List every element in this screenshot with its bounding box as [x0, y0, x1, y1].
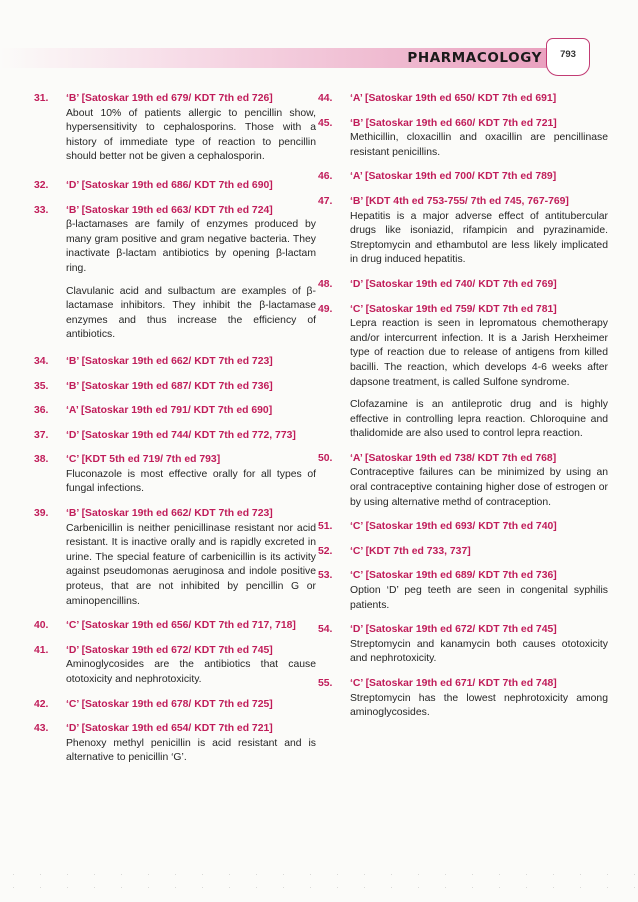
question-number: 52. — [318, 545, 333, 557]
answer-explanation: Phenoxy methyl penicillin is acid resistant and is alternative to penicillin ‘G’. — [66, 737, 316, 764]
question-number: 50. — [318, 452, 333, 464]
answer-reference: ‘C’ [KDT 5th ed 719/ 7th ed 793] — [66, 454, 221, 466]
answer-reference: ‘B’ [Satoskar 19th ed 663/ KDT 7th ed 724] — [66, 204, 273, 216]
answer-explanation: Option ‘D’ peg teeth are seen in congenital syphilis patients. — [350, 585, 608, 611]
answer-body — [66, 619, 316, 634]
answer-body — [350, 92, 608, 107]
page-number: 793 — [560, 49, 576, 60]
answer-explanation: Streptomycin and kanamycin both causes ototoxicity and nephrotoxicity. — [350, 638, 608, 665]
answer-item — [34, 722, 316, 766]
question-number: 45. — [318, 117, 333, 129]
answer-reference: ‘B’ [Satoskar 19th ed 662/ KDT 7th ed 723] — [66, 508, 273, 520]
answer-reference: ‘C’ [Satoskar 19th ed 689/ KDT 7th ed 736] — [350, 570, 557, 582]
answer-item — [34, 453, 316, 497]
question-number: 55. — [318, 678, 333, 689]
answer-body — [66, 92, 316, 165]
question-number: 51. — [318, 521, 333, 533]
answer-item — [318, 170, 608, 185]
question-number: 41. — [34, 644, 49, 656]
answer-reference: ‘B’ [Satoskar 19th ed 679/ KDT 7th ed 726] — [66, 93, 273, 104]
answer-body — [66, 722, 316, 766]
answer-explanation: Clavulanic acid and sulbactum are examples of β-lactamase inhibitors. They inhibit the β-lactamase enzymes and thus increase the efficiency of antibiotics. — [66, 285, 316, 341]
question-number: 33. — [34, 204, 49, 216]
answer-item — [318, 569, 608, 613]
answer-reference: ‘C’ [Satoskar 19th ed 671/ KDT 7th ed 748] — [350, 678, 557, 689]
answer-item — [318, 117, 608, 161]
answer-reference: ‘B’ [KDT 4th ed 753-755/ 7th ed 745, 767-769] — [350, 195, 569, 207]
answer-reference: ‘C’ [Satoskar 19th ed 693/ KDT 7th ed 740] — [350, 521, 557, 533]
question-number: 31. — [34, 93, 49, 104]
answer-reference: ‘C’ [Satoskar 19th ed 656/ KDT 7th ed 717, 718] — [66, 620, 296, 632]
answer-body — [66, 404, 316, 419]
question-number: 42. — [34, 698, 49, 710]
answer-item — [34, 507, 316, 609]
answer-reference: ‘D’ [Satoskar 19th ed 672/ KDT 7th ed 745] — [350, 624, 557, 636]
answer-explanation: Hepatitis is a major adverse effect of antitubercular drugs like isoniazid, rifampicin and pyrazinamide. Streptomycin and ethambutol are less likely implicated in drug induced hepatitis. — [350, 210, 608, 266]
answer-item — [318, 520, 608, 535]
answer-body — [66, 644, 316, 688]
answer-item — [34, 404, 316, 419]
answer-body — [350, 117, 608, 161]
question-number: 35. — [34, 380, 49, 392]
answer-item — [34, 179, 316, 194]
question-number: 38. — [34, 454, 49, 466]
answer-body — [350, 623, 608, 667]
question-number: 34. — [34, 355, 49, 367]
question-number: 47. — [318, 195, 333, 207]
answer-reference: ‘B’ [Satoskar 19th ed 660/ KDT 7th ed 721] — [350, 117, 557, 129]
answer-explanation: Fluconazole is most effective orally for all types of fungal infections. — [66, 468, 316, 495]
answer-body — [66, 204, 316, 343]
question-number: 37. — [34, 429, 49, 441]
answer-item — [34, 355, 316, 370]
answer-item — [318, 195, 608, 268]
answer-item — [34, 619, 316, 634]
answer-item — [318, 278, 608, 293]
right-answer-column — [318, 92, 608, 731]
answer-explanation: Aminoglycosides are the antibiotics that cause ototoxicity and nephrotoxicity. — [66, 659, 316, 685]
question-number: 36. — [34, 405, 49, 417]
question-number: 54. — [318, 624, 333, 636]
answer-explanation: β-lactamases are family of enzymes produced by many gram positive and gram negative bacteria. They inactivate β-lactam antibiotics by opening β-lactam ring. — [66, 219, 316, 274]
answer-reference: ‘A’ [Satoskar 19th ed 650/ KDT 7th ed 691] — [350, 93, 557, 104]
answer-body — [350, 520, 608, 535]
answer-item — [34, 429, 316, 444]
answer-explanation: Clofazamine is an antileprotic drug and is highly effective in controlling lepra reaction. Chloroquine and thalidomide are also used to control lepra reaction. — [350, 399, 608, 440]
question-number: 48. — [318, 278, 333, 290]
answer-explanation: Carbenicillin is neither penicillinase resistant nor acid resistant. It is inactive orally and is rapidly excreted in urine. The special feature of carbenicillin is its activity against pseudomonas aeruginosa and indole positive proteus, that are not inhibited by pencillin G or aminopencillins. — [66, 522, 316, 607]
answer-item — [34, 92, 316, 165]
answer-body — [350, 452, 608, 510]
answer-item — [318, 452, 608, 510]
question-number: 44. — [318, 93, 333, 104]
answer-item — [34, 380, 316, 395]
answer-explanation: Contraceptive failures can be minimized by using an oral contraceptive containing higher dose of estrogen or by using alternative methd of contraception. — [350, 467, 608, 508]
answer-item — [318, 92, 608, 107]
answer-explanation: About 10% of patients allergic to pencillin show, hypersensitivity to cephalosporins. Those with a history of immediate type of reaction to pencillin should better not be given a cephalosporin. — [66, 107, 316, 163]
answer-body — [350, 170, 608, 185]
answer-reference: ‘A’ [Satoskar 19th ed 700/ KDT 7th ed 789] — [350, 171, 557, 183]
answer-body — [350, 195, 608, 268]
answer-reference: ‘A’ [Satoskar 19th ed 738/ KDT 7th ed 768] — [350, 452, 557, 464]
answer-reference: ‘A’ [Satoskar 19th ed 791/ KDT 7th ed 690] — [66, 405, 273, 417]
question-number: 53. — [318, 570, 333, 582]
question-number: 43. — [34, 723, 49, 735]
question-number: 40. — [34, 620, 49, 632]
answer-body — [350, 278, 608, 293]
answer-body — [66, 355, 316, 370]
question-number: 46. — [318, 171, 333, 183]
question-number: 32. — [34, 179, 49, 191]
answer-body — [66, 453, 316, 497]
answer-body — [66, 179, 316, 194]
answer-item — [318, 623, 608, 667]
answer-item — [318, 545, 608, 560]
answer-reference: ‘D’ [Satoskar 19th ed 672/ KDT 7th ed 745] — [66, 644, 273, 656]
scan-noise — [0, 868, 638, 898]
answer-reference: ‘C’ [KDT 7th ed 733, 737] — [350, 545, 471, 557]
answer-reference: ‘B’ [Satoskar 19th ed 687/ KDT 7th ed 736] — [66, 380, 273, 392]
answer-body — [66, 698, 316, 713]
answer-body — [350, 677, 608, 721]
answer-item — [34, 644, 316, 688]
answer-body — [350, 303, 608, 442]
answer-body — [66, 429, 316, 444]
answer-explanation: Lepra reaction is seen in lepromatous chemotherapy and/or intercurrent infection. It is a Jarish Herxheimer type of reaction due to release of antigens from killed bacilli. The reaction, which develops 4-6 weeks after dapsone treatment, is called Sulfone syndrome. — [350, 318, 608, 388]
page-header-title: PHARMACOLOGY — [407, 50, 542, 66]
question-number: 39. — [34, 508, 49, 520]
answer-item — [318, 303, 608, 442]
answer-body — [350, 569, 608, 613]
answer-reference: ‘C’ [Satoskar 19th ed 759/ KDT 7th ed 781] — [350, 303, 557, 315]
answer-item — [318, 677, 608, 721]
question-number: 49. — [318, 303, 333, 315]
answer-reference: ‘D’ [Satoskar 19th ed 686/ KDT 7th ed 690] — [66, 179, 273, 191]
answer-reference: ‘D’ [Satoskar 19th ed 744/ KDT 7th ed 772, 773] — [66, 429, 296, 441]
answer-body — [66, 380, 316, 395]
answer-body — [350, 545, 608, 560]
answer-reference: ‘D’ [Satoskar 19th ed 740/ KDT 7th ed 769] — [350, 278, 557, 290]
answer-item — [34, 204, 316, 343]
page-number-tab — [546, 38, 590, 76]
answer-explanation: Methicillin, cloxacillin and oxacillin are pencillinase resistant penicillins. — [350, 132, 608, 158]
left-answer-column — [34, 92, 316, 776]
answer-reference: ‘B’ [Satoskar 19th ed 662/ KDT 7th ed 723] — [66, 355, 273, 367]
answer-explanation: Streptomycin has the lowest nephrotoxicity among aminoglycosides. — [350, 692, 608, 719]
answer-reference: ‘C’ [Satoskar 19th ed 678/ KDT 7th ed 725] — [66, 698, 273, 710]
answer-reference: ‘D’ [Satoskar 19th ed 654/ KDT 7th ed 721] — [66, 723, 273, 735]
answer-body — [66, 507, 316, 609]
answer-item — [34, 698, 316, 713]
